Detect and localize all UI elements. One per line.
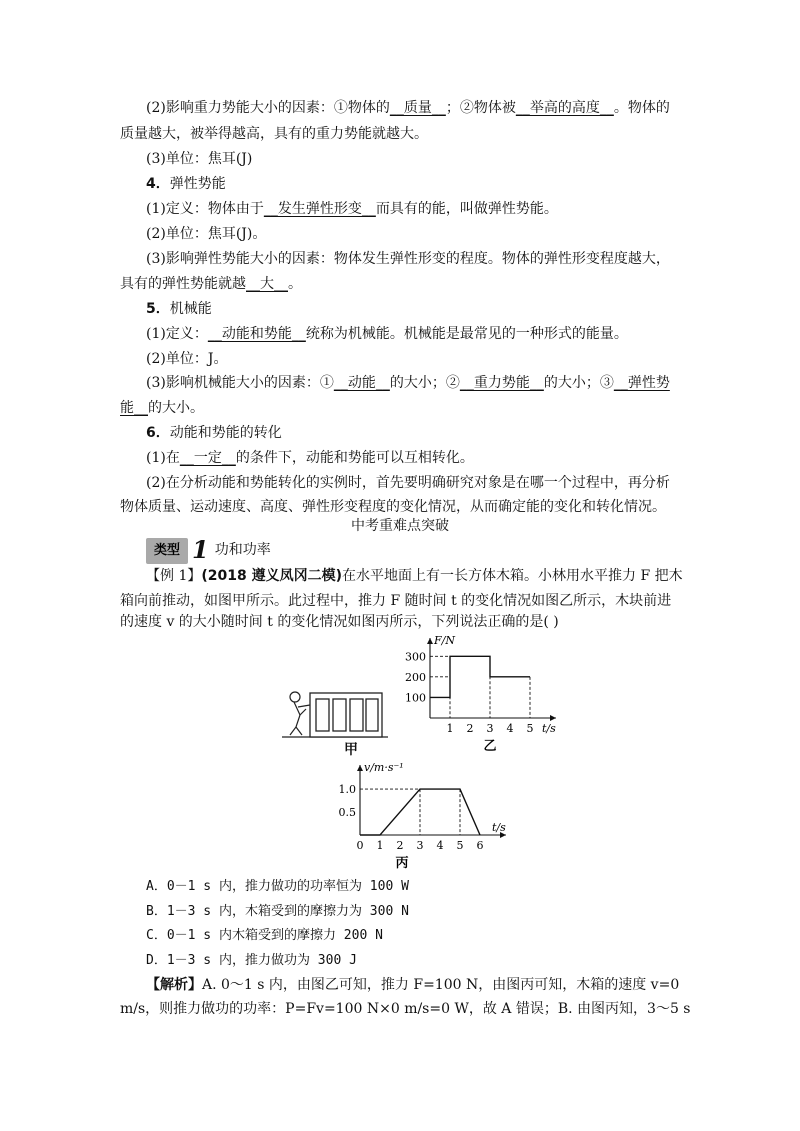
text: (1)定义：物体由于 [146, 201, 264, 217]
blank-elastic-deform: __发生弹性形变__ [263, 201, 376, 217]
x-tick-label: 2 [396, 839, 404, 852]
box-illustration [310, 693, 382, 737]
text: 。 [288, 276, 302, 292]
type-heading [146, 535, 271, 564]
factor-continuation [120, 398, 204, 418]
text: 的大小。 [148, 400, 204, 416]
y-tick-label: 100 [405, 691, 426, 705]
x-tick-label: 1 [376, 839, 384, 852]
x-axis-label: t/s [542, 722, 556, 735]
x-tick-label: 1 [446, 722, 454, 735]
text: 。物体的 [613, 100, 670, 116]
factor-line: (3)影响弹性势能大小的因素：物体发生弹性形变的程度。物体的弹性形变程度越大， [146, 251, 670, 267]
y-axis-label: v/m·s⁻¹ [364, 761, 404, 774]
x-tick-label: 4 [506, 722, 514, 735]
section-heading-mechanical [146, 299, 212, 319]
factor-continuation: 质量越大，被举得越高，具有的重力势能就越大。 [120, 126, 428, 142]
y-tick-label: 200 [405, 670, 426, 684]
y-axis-label: F/N [434, 634, 455, 647]
text: (2)影响重力势能大小的因素：①物体的 [146, 100, 390, 116]
analysis-line [146, 975, 679, 995]
section-title: 动能和势能的转化 [169, 425, 282, 441]
type-number: 1 [192, 535, 209, 564]
analysis-tag: 【解析】 [146, 977, 202, 993]
blank-large: __大__ [246, 276, 288, 292]
x-tick-label: 6 [476, 839, 484, 852]
chart-velocity-time [330, 755, 530, 870]
blank-mass: __质量__ [389, 100, 446, 116]
chart-force-time [390, 628, 556, 768]
y-tick-label: 300 [405, 650, 426, 664]
x-tick-label: 3 [486, 722, 494, 735]
section-number: 5． [146, 301, 170, 317]
blank-gravitational: __重力势能__ [459, 375, 544, 391]
blank-height: __举高的高度__ [515, 100, 614, 116]
option-a: A．0－1 s 内，推力做功的功率恒为 100 W [146, 879, 409, 894]
unit-line: (2)单位：焦耳(J)。 [146, 226, 267, 242]
text: (1)定义： [146, 326, 208, 342]
chart-caption: 乙 [483, 739, 497, 754]
text: A. 0～1 s 内，由图乙可知，推力 F=100 N，由图丙可知，木箱的速度 v=0 [202, 977, 680, 993]
text: 的大小；③ [543, 375, 614, 391]
unit-line: (2)单位：J。 [146, 351, 228, 367]
option-b: B．1－3 s 内，木箱受到的摩擦力为 300 N [146, 904, 409, 919]
x-tick-label: 5 [456, 839, 464, 852]
text: (1)在 [146, 450, 180, 466]
option-c: C．0－1 s 内木箱受到的摩擦力 200 N [146, 928, 383, 943]
example-tag: 【例 1】 [146, 568, 202, 584]
blank-certain: __一定__ [179, 450, 236, 466]
example-source: (2018 遵义凤冈二模) [201, 568, 342, 584]
x-axis-label: t/s [492, 821, 506, 834]
unit-line: (3)单位：焦耳(J) [146, 151, 253, 167]
x-tick-label: 0 [356, 839, 364, 852]
text: 统称为机械能。机械能是最常见的一种形式的能量。 [305, 326, 628, 342]
chart-caption: 丙 [395, 856, 409, 871]
type-badge: 类型 [146, 538, 188, 564]
text: 具有的弹性势能就越 [120, 276, 246, 292]
figure-push-box [280, 685, 390, 755]
text: 的条件下，动能和势能可以互相转化。 [235, 450, 474, 466]
text: ；②物体被 [445, 100, 516, 116]
text: 的大小；② [389, 375, 460, 391]
blank-kinetic: __动能__ [333, 375, 390, 391]
figure-label-jia: 甲 [344, 742, 358, 758]
factor-line-gravitational [146, 98, 670, 118]
factor-line [146, 373, 670, 393]
text: 在水平地面上有一长方体木箱。小林用水平推力 F 把木 [342, 568, 683, 584]
section-heading-elastic [146, 174, 226, 194]
analysis-continuation: m/s，则推力做功的功率：P=Fv=100 N×0 m/s=0 W，故 A 错误；B. 由图丙知，3～5 s [120, 1001, 691, 1017]
y-axis-arrow [427, 638, 433, 644]
x-axis-arrow [550, 715, 556, 721]
x-tick-label: 2 [466, 722, 474, 735]
section-title-breakthrough: 中考重难点突破 [351, 518, 449, 534]
y-tick-label: 0.5 [338, 806, 356, 820]
x-tick-label: 4 [436, 839, 444, 852]
definition-line [146, 324, 628, 344]
section-number: 6． [146, 425, 170, 441]
blank-elastic-cont: 能__ [120, 400, 148, 416]
blank-elastic: __弹性势 [613, 375, 670, 391]
example-line [146, 566, 683, 586]
paragraph-line [146, 448, 474, 468]
section-title: 弹性势能 [169, 176, 226, 192]
factor-continuation [120, 274, 302, 294]
blank-kinetic-potential: __动能和势能__ [207, 326, 306, 342]
example-continuation: 的速度 v 的大小随时间 t 的变化情况如图丙所示，下列说法正确的是( ) [120, 614, 559, 630]
paragraph-continuation: 物体质量、运动速度、高度、弹性形变程度的变化情况，从而确定能的变化和转化情况。 [120, 499, 666, 515]
section-heading-conversion [146, 423, 282, 443]
text: 而具有的能，叫做弹性势能。 [375, 201, 558, 217]
y-tick-label: 1.0 [338, 783, 356, 797]
paragraph-line: (2)在分析动能和势能转化的实例时，首先要明确研究对象是在哪一个过程中，再分析 [146, 475, 670, 491]
x-tick-label: 3 [416, 839, 424, 852]
section-title: 机械能 [169, 301, 212, 317]
x-tick-label: 5 [526, 722, 534, 735]
y-axis-arrow [357, 765, 363, 771]
type-title: 功和功率 [214, 542, 271, 558]
text: (3)影响机械能大小的因素：① [146, 375, 334, 391]
example-continuation: 箱向前推动，如图甲所示。此过程中，推力 F 随时间 t 的变化情况如图乙所示，木块前进 [120, 593, 672, 609]
section-number: 4． [146, 176, 170, 192]
option-d: D．1－3 s 内，推力做功为 300 J [146, 953, 357, 968]
definition-line [146, 199, 558, 219]
